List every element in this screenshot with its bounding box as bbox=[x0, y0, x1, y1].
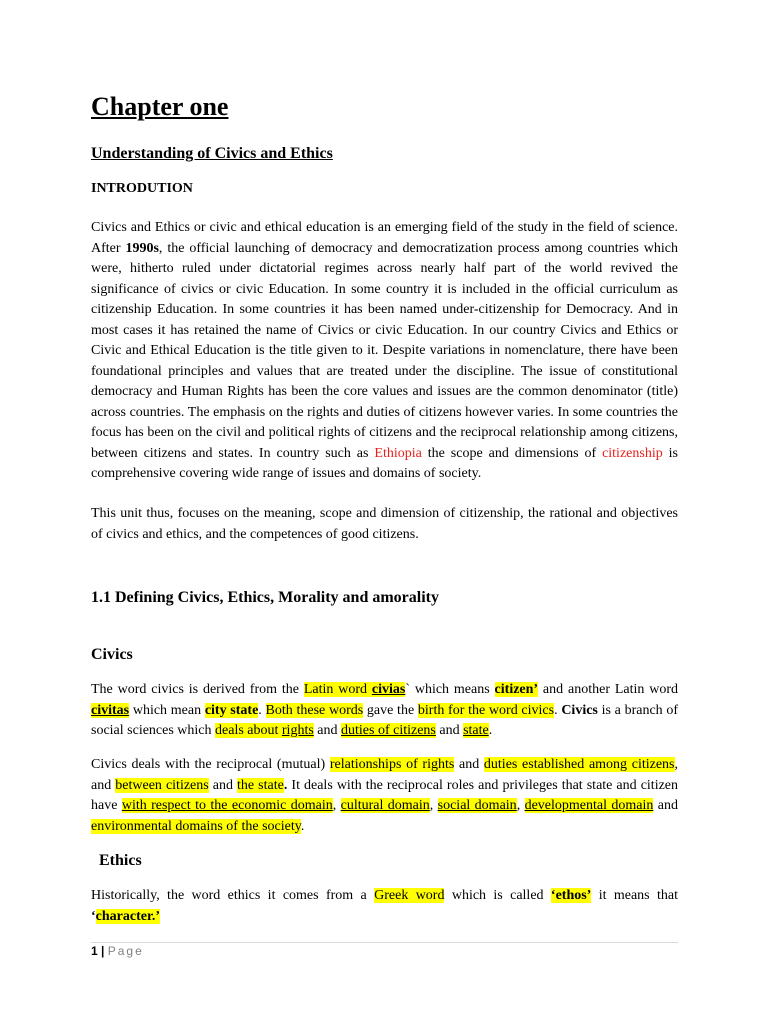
highlight-between-citizens: between citizens bbox=[115, 777, 209, 793]
highlight-greek-word: Greek word bbox=[374, 888, 445, 903]
page-footer: 1 | Page bbox=[91, 944, 144, 958]
civics-paragraph-1: The word civics is derived from the Latin word civias` which means citizen’ and another Latin word civitas which mean city state. Both these words gave the birth for the word civics. Civics is a branch of social sciences which deals about rights and duties of citizens and state. bbox=[91, 682, 679, 738]
year-text: 1990s bbox=[125, 240, 159, 256]
ethiopia-text: Ethiopia bbox=[374, 445, 422, 461]
chapter-subtitle: Understanding of Civics and Ethics bbox=[91, 145, 333, 162]
highlight-rights: rights bbox=[281, 723, 314, 738]
ethics-paragraph: Historically, the word ethics it comes from a Greek word which is called ‘ethos’ it means that ‘character.’ bbox=[91, 888, 678, 924]
highlight-environmental-domains: environmental domains of the society bbox=[91, 818, 301, 834]
highlight-latin-word: Latin word bbox=[303, 682, 368, 697]
highlight-social-domain: social domain bbox=[437, 798, 517, 813]
introduction-heading: INTRODUTION bbox=[91, 181, 193, 196]
page-label: Page bbox=[107, 944, 144, 958]
civics-paragraph-2: Civics deals with the reciprocal (mutual) relationships of rights and duties established among citizens, and between citizens and the state. It deals with the reciprocal roles and privileges that state and citizen have with respect to the economic domain, cultural domain, social domain, developmental domain and environmental domains of the society. bbox=[91, 757, 679, 834]
ethics-heading: Ethics bbox=[99, 852, 142, 869]
introduction-paragraph: Civics and Ethics or civic and ethical education is an emerging field of the study in the field of science. After 1990s, the official launching of democracy and democratization process among countries which were, hitherto ruled under dictatorial regimes across nearly half part of the world revived the significance of civics or civic Education. In some country it is included in the official curriculum as citizenship Education. In some countries it has been named under-citizenship for Democracy. And in most cases it has retained the name of Civics or civic Education. In our country Civics and Ethics or Civic and Ethical Education is the title given to it. Despite variations in nomenclature, there have been foundational principles and values that are treated under the discipline. The issue of constitutional democracy and Human Rights has been the core values and issues are the common denominator (title) across countries. The emphasis on the rights and duties of citizens however varies. In some countries the focus has been on the civil and political rights of citizens and the reciprocal relationship among citizens, between citizens and states. In country such as Ethiopia the scope and dimensions of citizenship is comprehensive covering wide range of issues and domains of society. bbox=[91, 220, 678, 481]
page-number: 1 bbox=[91, 944, 98, 958]
highlight-civias: civias bbox=[371, 682, 406, 697]
highlight-ethos: ‘ethos’ bbox=[550, 888, 592, 903]
footer-divider bbox=[91, 942, 678, 943]
highlight-citizen: citizen’ bbox=[494, 682, 539, 697]
civics-heading: Civics bbox=[91, 646, 133, 663]
highlight-birth: birth for the word civics bbox=[417, 702, 555, 718]
highlight-civitas: civitas bbox=[91, 702, 130, 718]
citizenship-text: citizenship bbox=[602, 445, 663, 461]
highlight-economic-domain: with respect to the economic domain bbox=[121, 798, 333, 813]
highlight-character: character.’ bbox=[95, 908, 161, 924]
highlight-the-state: the state bbox=[237, 777, 284, 793]
highlight-duties-established: duties established among citizens bbox=[483, 757, 675, 772]
highlight-relationships: relationships of rights bbox=[329, 757, 455, 772]
highlight-city-state: city state bbox=[204, 702, 259, 718]
highlight-deals-about: deals about bbox=[215, 723, 282, 738]
highlight-both-words: Both these words bbox=[265, 702, 364, 718]
chapter-title: Chapter one bbox=[91, 92, 229, 121]
highlight-duties: duties of citizens bbox=[341, 723, 436, 738]
highlight-state: state bbox=[463, 723, 489, 738]
highlight-cultural-domain: cultural domain bbox=[340, 798, 430, 813]
highlight-developmental-domain: developmental domain bbox=[524, 798, 654, 813]
section-1-1-heading: 1.1 Defining Civics, Ethics, Morality and amorality bbox=[91, 589, 439, 606]
unit-paragraph: This unit thus, focuses on the meaning, scope and dimension of citizenship, the rational and objectives of civics and ethics, and the competences of good citizens. bbox=[91, 506, 678, 542]
